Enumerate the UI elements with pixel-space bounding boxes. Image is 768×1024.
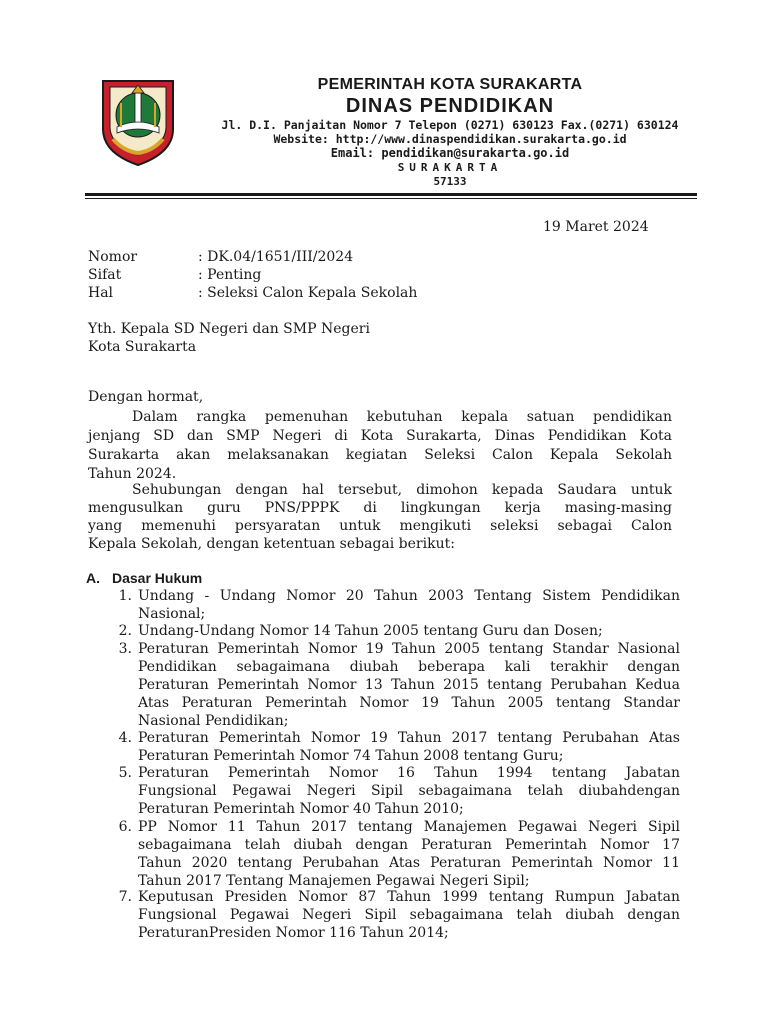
list-number: 6. — [118, 819, 132, 835]
list-item-line: sebagaimana telah diubah dengan Peraturan Pemerintah Nomor 17 — [138, 837, 680, 853]
paragraph-line: Sehubungan dengan hal tersebut, dimohon kepada Saudara untuk — [132, 482, 672, 498]
list-item-line: Peraturan Pemerintah Nomor 19 Tahun 2005 tentang Standar Nasional — [138, 641, 680, 657]
list-item-line: Peraturan Pemerintah Nomor 74 Tahun 2008 tentang Guru; — [138, 748, 564, 764]
list-item — [138, 587, 680, 623]
city-emblem-icon — [99, 77, 177, 167]
list-item — [138, 818, 680, 890]
letterhead-government: PEMERINTAH KOTA SURAKARTA — [317, 76, 583, 93]
list-item-line: Tahun 2017 Tentang Manajemen Pegawai Negeri Sipil; — [138, 873, 530, 889]
paragraph-line: jenjang SD dan SMP Negeri di Kota Surakarta, Dinas Pendidikan Kota — [88, 428, 672, 444]
list-item-line: PP Nomor 11 Tahun 2017 tentang Manajemen Pegawai Negeri Sipil — [138, 819, 680, 835]
list-item-line: Keputusan Presiden Nomor 87 Tahun 1999 tentang Rumpun Jabatan — [138, 889, 680, 905]
list-number: 2. — [118, 623, 132, 639]
section-letter: A. — [86, 570, 100, 586]
meta-value: : Seleksi Calon Kepala Sekolah — [198, 285, 418, 301]
recipient-line: Yth. Kepala SD Negeri dan SMP Negeri — [88, 321, 370, 337]
meta-label: Sifat — [88, 267, 122, 283]
letterhead-website: Website: http://www.dinaspendidikan.surakarta.go.id — [273, 132, 627, 146]
list-number: 3. — [118, 641, 132, 657]
list-item-line: Undang-Undang Nomor 14 Tahun 2005 tentang Guru dan Dosen; — [138, 623, 603, 639]
letterhead-address: Jl. D.I. Panjaitan Nomor 7 Telepon (0271) 630123 Fax.(0271) 630124 — [221, 118, 679, 132]
recipient-line: Kota Surakarta — [88, 339, 197, 355]
section-title: Dasar Hukum — [112, 570, 203, 586]
list-item — [138, 729, 680, 765]
meta-label: Hal — [88, 285, 114, 301]
list-item-line: Nasional Pendidikan; — [138, 713, 289, 729]
list-item-line: Peraturan Pemerintah Nomor 19 Tahun 2017 tentang Perubahan Atas — [138, 730, 680, 746]
meta-label: Nomor — [88, 249, 138, 265]
list-item-line: Fungsional Pegawai Negeri Sipil sebagaimana telah diubah dengan — [138, 907, 680, 923]
letterhead-agency: DINAS PENDIDIKAN — [345, 95, 555, 117]
list-item-line: Undang - Undang Nomor 20 Tahun 2003 Tentang Sistem Pendidikan — [138, 588, 680, 604]
list-item-line: Pendidikan sebagaimana diubah beberapa kali terakhir dengan — [138, 659, 680, 675]
paragraph-line: Kepala Sekolah, dengan ketentuan sebagai berikut: — [88, 536, 455, 552]
meta-value: : DK.04/1651/III/2024 — [198, 249, 354, 265]
paragraph-line: Surakarta akan melaksanakan kegiatan Seleksi Calon Kepala Sekolah — [88, 447, 672, 463]
paragraph-line: Tahun 2024. — [88, 466, 177, 482]
list-item-line: Peraturan Pemerintah Nomor 13 Tahun 2015 tentang Perubahan Kedua — [138, 677, 680, 693]
list-item — [138, 888, 680, 942]
letterhead-city: SURAKARTA — [397, 161, 503, 174]
list-item — [138, 764, 680, 818]
letter-date: 19 Maret 2024 — [543, 219, 649, 235]
letterhead-email: Email: pendidikan@surakarta.go.id — [330, 146, 570, 160]
letterhead-rule-thin — [85, 198, 697, 199]
list-number: 7. — [118, 889, 132, 905]
list-item — [138, 640, 680, 730]
list-item-line: Peraturan Pemerintah Nomor 16 Tahun 1994 tentang Jabatan — [138, 765, 680, 781]
paragraph-line: mengusulkan guru PNS/PPPK di lingkungan kerja masing-masing — [88, 500, 672, 516]
letterhead-postal: 57133 — [433, 175, 467, 188]
greeting: Dengan hormat, — [88, 389, 204, 405]
list-item-line: Nasional; — [138, 606, 206, 622]
list-number: 1. — [118, 588, 132, 604]
paragraph-line: yang memenuhi persyaratan untuk mengikuti seleksi sebagai Calon — [88, 518, 672, 534]
list-item-line: Peraturan Pemerintah Nomor 40 Tahun 2010; — [138, 801, 464, 817]
list-number: 4. — [118, 730, 132, 746]
meta-value: : Penting — [198, 267, 262, 283]
list-item-line: Fungsional Pegawai Negeri Sipil sebagaimana telah diubahdengan — [138, 783, 680, 799]
list-item-line: Tahun 2020 tentang Perubahan Atas Peraturan Pemerintah Nomor 11 — [138, 855, 680, 871]
letterhead-rule-thick — [85, 193, 697, 196]
list-item-line: PeraturanPresiden Nomor 116 Tahun 2014; — [138, 925, 449, 941]
list-item-line: Atas Peraturan Pemerintah Nomor 19 Tahun 2005 tentang Standar — [138, 695, 680, 711]
list-number: 5. — [118, 765, 132, 781]
paragraph-line: Dalam rangka pemenuhan kebutuhan kepala satuan pendidikan — [132, 409, 672, 425]
list-item — [138, 622, 680, 640]
